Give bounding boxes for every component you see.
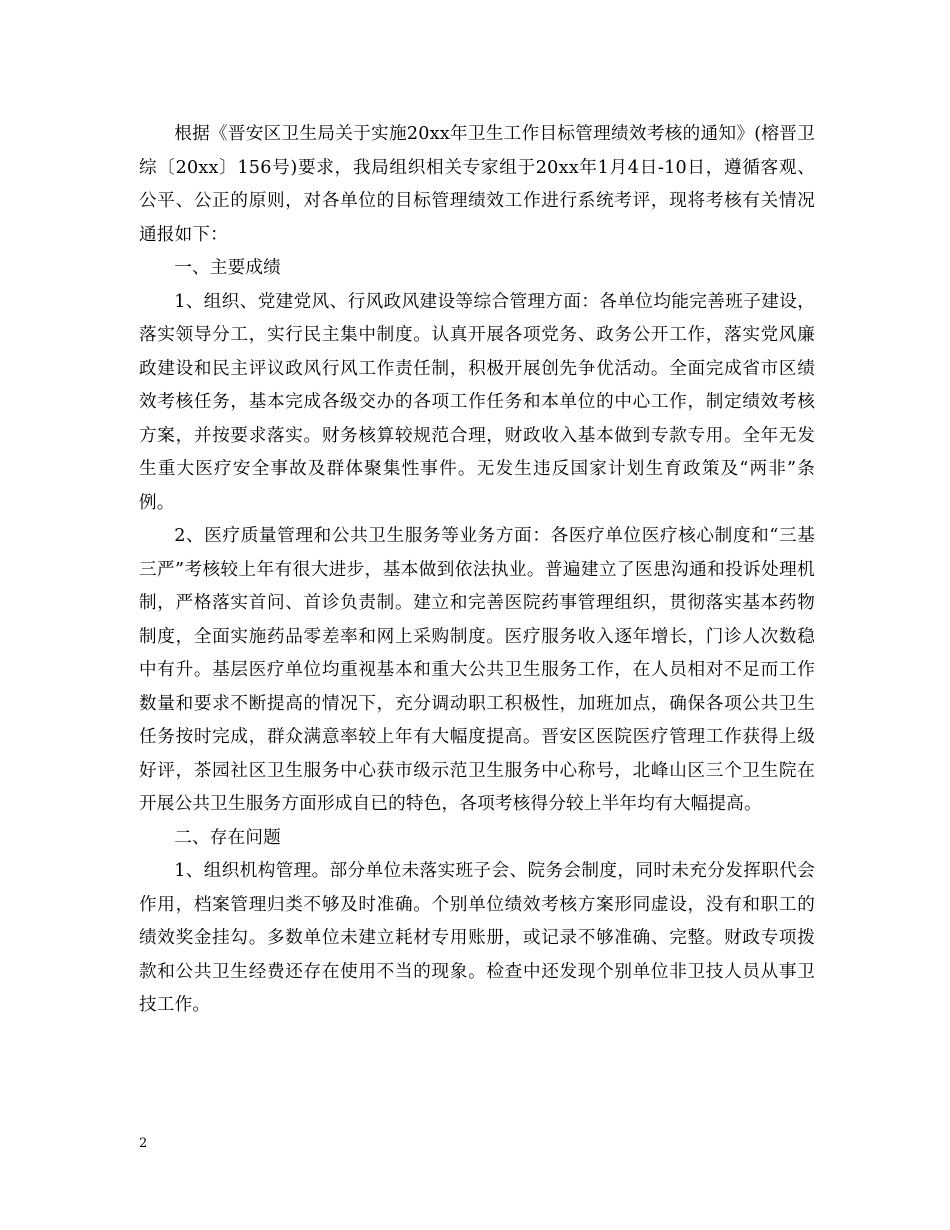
paragraph-achievement-2: 2、医疗质量管理和公共卫生服务等业务方面：各医疗单位医疗核心制度和“三基三严”考核较上年有很大进步，基本做到依法执业。普遍建立了医患沟通和投诉处理机制，严格落实首问、首诊负责制。建立和完善医院药事管理组织，贯彻落实基本药物制度，全面实施药品零差率和网上采购制度。医疗服务收入逐年增长，门诊人次数稳中有升。基层医疗单位均重视基本和重大公共卫生服务工作，在人员相对不足而工作数量和要求不断提高的情况下，充分调动职工积极性，加班加点，确保各项公共卫生任务按时完成，群众满意率较上年有大幅度提高。晋安区医院医疗管理工作获得上级好评，茶园社区卫生服务中心获市级示范卫生服务中心称号，北峰山区三个卫生院在开展公共卫生服务方面形成自已的特色，各项考核得分较上半年均有大幅提高。 — [139, 526, 815, 814]
paragraph-achievement-1: 1、组织、党建党风、行风政风建设等综合管理方面：各单位均能完善班子建设，落实领导分工，实行民主集中制度。认真开展各项党务、政务公开工作，落实党风廉政建设和民主评议政风行风工作责任制，积极开展创先争优活动。全面完成省市区绩效考核任务，基本完成各级交办的各项工作任务和本单位的中心工作，制定绩效考核方案，并按要求落实。财务核算较规范合理，财政收入基本做到专款专用。全年无发生重大医疗安全事故及群体聚集性事件。无发生违反国家计划生育政策及“两非”条例。 — [139, 291, 815, 513]
paragraph-intro: 根据《晋安区卫生局关于实施20xx年卫生工作目标管理绩效考核的通知》(榕晋卫综〔20xx〕156号)要求，我局组织相关专家组于20xx年1月4日-10日，遵循客观、公平、公正的原则，对各单位的目标管理绩效工作进行系统考评，现将考核有关情况通报如下： — [139, 124, 815, 245]
paragraph-problem-1: 1、组织机构管理。部分单位未落实班子会、院务会制度，同时未充分发挥职代会作用，档案管理归类不够及时准确。个别单位绩效考核方案形同虚设，没有和职工的绩效奖金挂勾。多数单位未建立耗材专用账册，或记录不够准确、完整。财政专项拨款和公共卫生经费还存在使用不当的现象。检查中还发现个别单位非卫技人员从事卫技工作。 — [139, 861, 815, 1015]
page-number: 2 — [139, 1136, 148, 1151]
heading-main-achievements: 一、主要成绩 — [174, 258, 281, 278]
heading-existing-problems: 二、存在问题 — [174, 827, 281, 848]
document-body — [139, 118, 815, 1023]
